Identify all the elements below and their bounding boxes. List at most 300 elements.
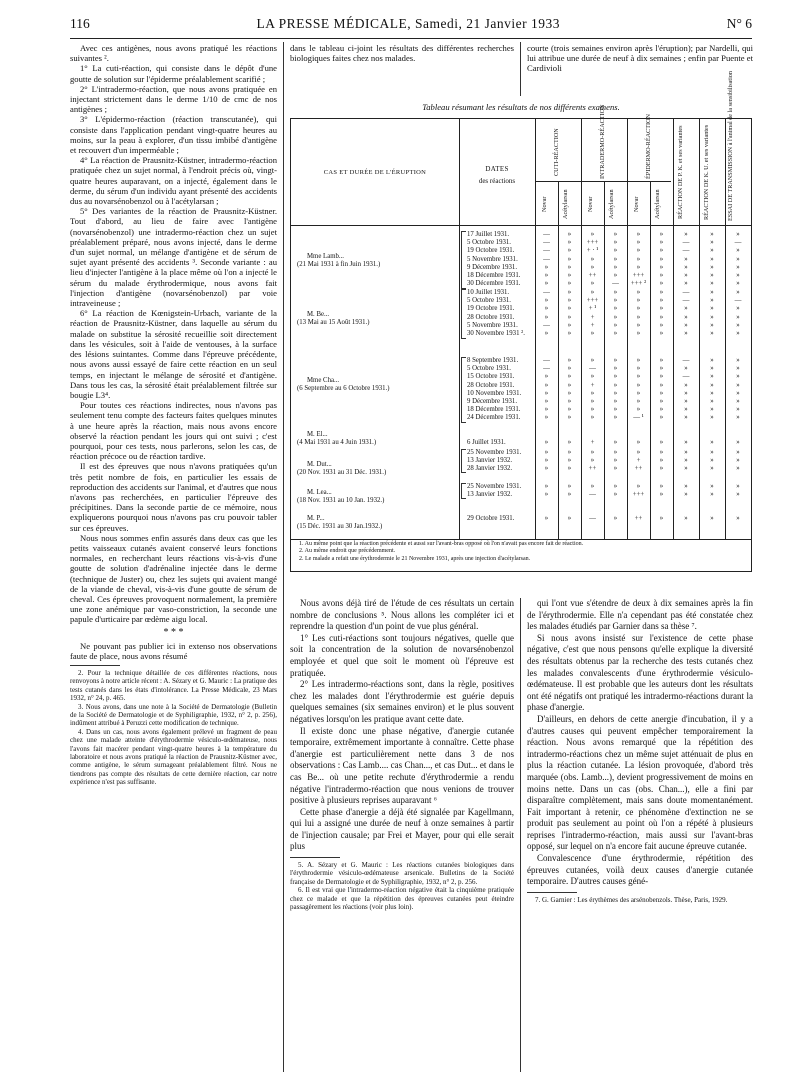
table-group-rule	[535, 181, 671, 182]
result-cell: »	[613, 389, 618, 397]
result-cell: »	[710, 457, 714, 465]
result-cell: »	[613, 491, 618, 499]
result-cell: »	[710, 389, 714, 397]
paragraph: Avec ces antigènes, nous avons pratiqué les réactions suivantes ².	[70, 43, 277, 64]
header-transmission: ESSAI DE TRANSMISSION à l'animal de la sensibilisation	[727, 70, 734, 221]
column-divider	[520, 42, 521, 96]
date-cell: 5 Octobre 1931.	[467, 297, 511, 305]
result-cell: ++	[588, 465, 597, 473]
date-cell: 15 Octobre 1931.	[467, 373, 515, 381]
result-cell: —	[682, 239, 690, 247]
issue-number: N° 6	[726, 16, 752, 31]
result-cell: »	[636, 381, 641, 389]
result-cell: »	[567, 247, 572, 255]
result-cell: »	[710, 272, 714, 279]
result-cell: »	[590, 373, 595, 381]
result-cell: »	[659, 398, 664, 405]
top-middle-text	[290, 43, 514, 63]
result-cell: »	[613, 330, 618, 337]
group-bracket	[461, 231, 466, 289]
result-cell: »	[636, 357, 641, 364]
result-cell: »	[544, 515, 549, 522]
result-cell: +++	[586, 239, 599, 247]
result-cell: »	[736, 272, 740, 279]
result-cell: »	[544, 398, 549, 405]
header-cuti: CUTI-RÉACTION	[553, 128, 560, 176]
result-cell: —	[543, 321, 550, 329]
result-cell: »	[567, 239, 572, 247]
table-header-rule	[291, 225, 751, 226]
result-cell: »	[684, 231, 688, 238]
patient-entry: Mme Lamb... (21 Mai 1931 à fin Juin 1931.)	[297, 253, 381, 268]
result-cell: »	[613, 483, 618, 490]
date-cell: 29 Octobre 1931.	[467, 515, 515, 522]
footnote-rule	[70, 665, 120, 666]
result-cell: »	[636, 313, 641, 321]
patient-entry: M. Lea... (18 Nov. 1931 au 10 Jan. 1932.)	[297, 489, 385, 504]
result-cell: »	[544, 272, 549, 279]
result-cell: »	[544, 330, 549, 337]
result-cell: —	[543, 255, 550, 263]
header-patient: CAS ET DURÉE DE L'ÉRUPTION	[323, 169, 427, 176]
result-cell: »	[567, 483, 572, 490]
paragraph: dans le tableau ci-joint les résultats des différentes recherches biologiques faites chez nos malades.	[290, 43, 514, 64]
result-cell: »	[567, 263, 572, 271]
result-cell: »	[590, 414, 595, 422]
result-cell: »	[613, 357, 618, 364]
result-cell: »	[636, 255, 641, 263]
result-cell: »	[636, 373, 641, 381]
result-cell: »	[567, 272, 572, 279]
result-cell: »	[613, 313, 618, 321]
result-cell: +++	[632, 272, 645, 279]
result-cell: »	[684, 255, 688, 263]
paragraph: Nous nous sommes enfin assurés dans deux cas que les petits vaisseaux cutanés avaient conservé leurs fonctions normales, en recherchant leurs réactions vis-à-vis d'une goutte de solution d'adrénaline injectée dans le derme (technique de Juster) ou, chez les sujets qui avaient mangé de la viande de cheval, vis-à-vis d'une goutte de sérum de cheval. Ces épreuves provoquent normalement, la première une zone anémique par vaso-constriction, la seconde une papule d'urticaire par œdème aigu local.	[70, 532, 277, 625]
result-cell: »	[567, 289, 572, 296]
group-bracket	[461, 289, 466, 339]
result-cell: —	[543, 231, 550, 238]
footnote-rule	[290, 857, 340, 858]
right-column	[527, 598, 753, 904]
date-cell: 25 Novembre 1931.	[467, 483, 522, 490]
table-notes-rule	[291, 539, 751, 540]
paragraph: Convalescence d'une érythrodermie, répétition des épreuves cutanées, voilà deux causes d'anergie cutanée temporaire. D'autres causes géné-	[527, 853, 753, 887]
paragraph: 4° La réaction de Prausnitz-Küstner, intradermo-réaction pratiquée chez un sujet normal, à l'endroit précis où, vingt-quatre heures auparavant, on a injecté, également dans le derme, du sérum d'un individu ayant présenté des accidents dus au novarsénobenzol ou à l'acétylarsan ;	[70, 155, 277, 207]
result-cell: »	[636, 365, 641, 373]
result-cell: »	[710, 515, 714, 522]
date-cell: 24 Décembre 1931.	[467, 414, 521, 422]
result-cell: —	[682, 289, 690, 296]
result-cell: »	[659, 272, 664, 279]
result-cell: »	[613, 305, 618, 313]
result-cell: + ¹	[588, 305, 597, 313]
result-cell: »	[567, 297, 572, 305]
result-cell: »	[736, 414, 740, 422]
section-separator: * * *	[163, 626, 184, 638]
result-cell: »	[710, 365, 714, 373]
result-cell: »	[613, 515, 618, 522]
paragraph: 5° Des variantes de la réaction de Prausnitz-Küstner. Tout d'abord, au lieu de faire avec l'antigène (novarsénobenzol) une intradermo-réaction chez un sujet préalablement préparé, nous avons injecté, dans le derme d'un sujet normal, un mélange d'antigène et de sérum de sujet ayant présenté des accidents ³. Seconde variante : au lieu d'injecter l'antigène à la place même où l'on a injecté le sérum du malade érythrodermique, nous avons fait l'injection d'antigène (novarsénobenzol) par voie intraveineuse ;	[70, 206, 277, 309]
result-cell: »	[659, 515, 664, 522]
result-cell: »	[613, 272, 618, 279]
result-cell: »	[590, 406, 595, 414]
result-cell: »	[544, 381, 549, 389]
result-cell: »	[684, 313, 688, 321]
date-cell: 17 Juillet 1931.	[467, 231, 510, 238]
header-ku: RÉACTION DE K. U. et ses variantes	[703, 124, 710, 220]
result-cell: »	[710, 439, 714, 446]
result-cell: »	[659, 373, 664, 381]
result-cell: »	[567, 357, 572, 364]
result-cell: »	[613, 231, 618, 238]
result-cell: »	[567, 515, 572, 522]
footnotes	[527, 896, 753, 904]
result-cell: »	[659, 263, 664, 271]
date-cell: 25 Novembre 1931.	[467, 449, 522, 456]
result-cell: »	[567, 389, 572, 397]
result-cell: »	[636, 389, 641, 397]
result-cell: »	[736, 449, 740, 456]
result-cell: +++ ²	[630, 280, 647, 288]
result-cell: »	[659, 321, 664, 329]
result-cell: »	[736, 321, 740, 329]
date-cell: 9 Décembre 1931.	[467, 398, 518, 405]
result-cell: »	[736, 330, 740, 337]
result-cell: —	[543, 247, 550, 255]
result-cell: »	[567, 373, 572, 381]
result-cell: »	[684, 398, 688, 405]
result-cell: »	[567, 381, 572, 389]
date-cell: 5 Octobre 1931.	[467, 365, 511, 373]
column-divider	[283, 42, 284, 1072]
result-cell: —	[543, 365, 550, 373]
result-cell: »	[736, 491, 740, 499]
result-cell: —	[589, 365, 596, 373]
result-cell: »	[613, 373, 618, 381]
result-cell: »	[567, 439, 572, 446]
result-cell: »	[659, 483, 664, 490]
result-cell: »	[544, 263, 549, 271]
group-bracket	[461, 357, 466, 423]
result-cell: »	[636, 449, 641, 456]
result-cell: »	[636, 263, 641, 271]
patient-entry: M. P... (15 Déc. 1931 au 30 Jan.1932.)	[297, 515, 383, 530]
paragraph: Cette phase d'anergie a déjà été signalée par Kagellmann, qui lui a assigné une durée de neuf à onze semaines à partir de l'injection causale; par Frei et Mayer, pour qui elle serait plus	[290, 806, 514, 852]
result-cell: »	[590, 389, 595, 397]
header-epi-acet: Acétylarsan	[654, 189, 661, 219]
result-cell: »	[736, 515, 740, 522]
result-cell: »	[590, 280, 595, 288]
date-cell: 5 Octobre 1931.	[467, 239, 511, 247]
patient-entry: M. Be... (13 Mai au 15 Août 1931.)	[297, 311, 370, 326]
result-cell: »	[659, 289, 664, 296]
result-cell: »	[736, 313, 740, 321]
result-cell: ++	[634, 515, 643, 522]
result-cell: »	[636, 305, 641, 313]
result-cell: »	[684, 406, 688, 414]
footnote: 5. A. Sézary et G. Mauric : Les réactions cutanées biologiques dans l'érythrodermie vésiculo-œdémateuse arsenicale. Bulletins de la Société française de Dermatologie et de Syphiligraphie, 1932, n° 2, p. 256.	[290, 861, 514, 886]
result-cell: »	[736, 289, 740, 296]
result-cell: »	[659, 239, 664, 247]
paragraph: Pour toutes ces réactions indirectes, nous n'avons pas seulement tenu compte des facteurs faites quelques minutes à une heure après la réaction, mais nous avons encore observé la réaction pendant les jours qui ont suivi ; c'est pourquoi, pour ces tests, nous parlerons, selon les cas, de réaction précoce ou de réaction tardive.	[70, 400, 277, 462]
result-cell: »	[684, 457, 688, 465]
date-cell: 28 Octobre 1931.	[467, 313, 515, 321]
date-cell: 10 Novembre 1931.	[467, 389, 522, 397]
result-cell: +	[590, 381, 595, 389]
result-cell: »	[567, 365, 572, 373]
column-divider	[520, 598, 521, 1072]
result-cell: »	[636, 247, 641, 255]
result-cell: »	[590, 449, 595, 456]
result-cell: »	[710, 357, 714, 364]
result-cell: »	[710, 330, 714, 337]
result-cell: »	[544, 483, 549, 490]
result-cell: »	[684, 381, 688, 389]
result-cell: »	[710, 449, 714, 456]
result-cell: »	[710, 465, 714, 473]
result-cell: »	[544, 439, 549, 446]
result-cell: »	[590, 330, 595, 337]
footnote: 2. Pour la technique détaillée de ces différentes réactions, nous renvoyons à notre article récent : A. Sézary et G. Mauric : La pratique des tests cutanés dans les états d'intolérance. La Presse Médicale, 23 Mars 1932, n° 24, p. 465.	[70, 668, 277, 703]
result-cell: +	[590, 313, 595, 321]
result-cell: +++	[632, 491, 645, 499]
result-cell: »	[710, 321, 714, 329]
result-cell: »	[544, 449, 549, 456]
header-dates: DATES	[485, 165, 509, 173]
result-cell: +	[636, 457, 641, 465]
top-right-text	[527, 43, 753, 74]
result-cell: »	[710, 483, 714, 490]
journal-title: LA PRESSE MÉDICALE, Samedi, 21 Janvier 1933	[256, 16, 560, 31]
header-dates-sub: des réactions	[478, 177, 516, 185]
result-cell: »	[636, 297, 641, 305]
header-epi-novar: Novar	[633, 196, 640, 212]
result-cell: »	[684, 272, 688, 279]
result-cell: »	[613, 465, 618, 473]
result-cell: »	[659, 381, 664, 389]
result-cell: »	[684, 263, 688, 271]
result-cell: »	[736, 365, 740, 373]
result-cell: »	[710, 247, 714, 255]
date-cell: 30 Décembre 1931.	[467, 280, 521, 288]
result-cell: »	[567, 449, 572, 456]
result-cell: »	[736, 357, 740, 364]
result-cell: »	[659, 357, 664, 364]
result-cell: »	[684, 439, 688, 446]
result-cell: —	[589, 515, 596, 522]
result-cell: »	[636, 398, 641, 405]
paragraph: Nous avons déjà tiré de l'étude de ces résultats un certain nombre de conclusions ⁵. Nous allons les compléter ici et reprendre la question d'un point de vue plus général.	[290, 598, 514, 632]
result-cell: »	[684, 330, 688, 337]
result-cell: »	[710, 289, 714, 296]
table-notes	[299, 541, 743, 563]
result-cell: »	[544, 280, 549, 288]
date-cell: 9 Décembre 1931.	[467, 263, 518, 271]
paragraph: Il existe donc une phase négative, d'anergie cutanée temporaire, extrêmement importante à connaître. Cette phase d'anergie est particulièrement nette dans 3 de nos observations : Cas Lamb.... cas Chan..., et cas Dut... et dans le cas Be... où une petite rechute d'érythrodermie a rendu négative l'intradermo-réaction que nous venions de trouver positive à plusieurs reprises auparavant ⁶	[290, 725, 514, 806]
header-intradermo: INTRADERMO-RÉACTION	[599, 104, 606, 179]
result-cell: »	[659, 305, 664, 313]
result-cell: »	[736, 398, 740, 405]
result-cell: »	[567, 305, 572, 313]
date-cell: 30 Novembre 1931 ².	[467, 330, 525, 337]
header-intra-novar: Novar	[587, 196, 594, 212]
result-cell: »	[636, 231, 641, 238]
result-cell: »	[710, 280, 714, 288]
result-cell: »	[567, 414, 572, 422]
paragraph: 3° L'épidermo-réaction (réaction transcutanée), qui consiste dans l'application pendant vingt-quatre heures au moins, sur la peau à explorer, d'un tissu imbibé d'antigène et recouvert d'un imperméable ;	[70, 114, 277, 156]
result-cell: »	[659, 465, 664, 473]
result-cell: »	[659, 406, 664, 414]
result-cell: »	[544, 313, 549, 321]
result-cell: —	[682, 373, 690, 381]
date-cell: 18 Décembre 1931.	[467, 272, 521, 279]
result-cell: »	[659, 414, 664, 422]
result-cell: + · ¹	[586, 247, 599, 255]
result-cell: »	[684, 280, 688, 288]
table-note: 1. Au même point que la réaction précédente et aussi sur l'avant-bras opposé où l'on n'avait pas encore fait de réaction.	[299, 541, 584, 547]
paragraph: D'ailleurs, en dehors de cette anergie d'incubation, il y a d'autres causes qui peuvent empêcher temporairement la réaction. Nous avons remarqué que la répétition des intradermo-réactions chez un même sujet atténuait de plus en plus la réaction cutanée. La lésion provoquée, d'abord très marquée (obs. Lamb...), devient progressivement de moins en moins nette. Dans un cas (obs. Chan...), elle a fini par disparaître complètement, mais sans doute momentanément. Fait important à retenir, ce phénomène d'extinction ne se produit pas seulement au point où l'on a répété à plusieurs reprises l'intradermo-réaction, mais aussi sur l'avant-bras opposé, sur lequel on n'a encore fait aucune épreuve cutanée.	[527, 713, 753, 852]
result-cell: »	[613, 289, 618, 296]
result-cell: »	[613, 239, 618, 247]
result-cell: »	[684, 414, 688, 422]
result-cell: »	[684, 491, 688, 499]
paragraph: 6° La réaction de Kœnigstein-Urbach, variante de la réaction de Prausnitz-Küstner, dans laquelle au sérum du malade on substitue la sérosité recueillie soit directement dans les vésicules, soit à l'aide de ventouses, à la surface des lésions suintantes. Comme dans l'épreuve précédente, nous avons aussi essayé de faire cette réaction en un seul temps, en injectant le mélange de sérosité et d'antigène. Dans tous les cas, la sérosité était préalablement filtrée sur bougie L3⁴.	[70, 308, 277, 400]
result-cell: »	[567, 406, 572, 414]
result-cell: »	[736, 255, 740, 263]
table-caption: Tableau résumant les résultats de nos différents examens.	[422, 102, 620, 112]
result-cell: »	[736, 483, 740, 490]
result-cell: »	[710, 398, 714, 405]
footnote-rule	[527, 892, 577, 893]
middle-column	[290, 598, 514, 912]
result-cell: »	[636, 289, 641, 296]
result-cell: »	[544, 389, 549, 397]
result-cell: »	[567, 398, 572, 405]
patient-entry: M. Dut... (20 Nov. 1931 au 31 Déc. 1931.)	[297, 461, 387, 476]
result-cell: »	[613, 247, 618, 255]
result-cell: »	[590, 255, 595, 263]
result-cell: »	[736, 263, 740, 271]
result-cell: »	[659, 255, 664, 263]
result-cell: »	[659, 280, 664, 288]
result-cell: »	[613, 297, 618, 305]
result-cell: »	[567, 465, 572, 473]
result-cell: »	[613, 457, 618, 465]
result-cell: »	[710, 406, 714, 414]
result-cell: »	[590, 263, 595, 271]
date-cell: 19 Octobre 1931.	[467, 305, 515, 313]
result-cell: »	[544, 465, 549, 473]
result-cell: —	[612, 280, 619, 288]
date-cell: 28 Octobre 1931.	[467, 381, 515, 389]
result-cell: »	[736, 457, 740, 465]
result-cell: »	[659, 330, 664, 337]
header-pk: RÉACTION DE P. K. et ses variantes	[677, 125, 684, 219]
group-bracket	[461, 483, 466, 499]
result-cell: »	[736, 439, 740, 446]
result-cell: »	[736, 231, 740, 238]
result-cell: ++	[634, 465, 643, 473]
result-cell: »	[710, 297, 714, 305]
header-cuti-acet: Acétylarsan	[562, 189, 569, 219]
result-cell: +	[590, 439, 595, 446]
result-cell: »	[684, 449, 688, 456]
footnote: 7. G. Garnier : Les érythèmes des arsénobenzols. Thèse, Paris, 1929.	[535, 895, 728, 904]
result-cell: —	[543, 357, 550, 364]
result-cell: »	[590, 457, 595, 465]
result-cell: »	[567, 231, 572, 238]
paragraph: qui l'ont vue s'étendre de deux à dix semaines après la fin de l'érythrodermie. Elle n'a cependant pas été constatée chez les malades étudiés par Garnier dans sa thèse ⁷.	[527, 598, 753, 632]
patient-entry: Mme Cha... (6 Septembre au 6 Octobre 1931.)	[297, 377, 390, 392]
result-cell: »	[684, 465, 688, 473]
result-cell: »	[684, 483, 688, 490]
result-cell: »	[613, 406, 618, 414]
footnote: 6. Il est vrai que l'intradermo-réaction négative était la cinquième pratiquée chez ce malade et que la répétition des épreuves cutanées peut éteindre passagèrement les réactions (voir plus loin).	[290, 886, 514, 912]
result-cell: —	[734, 239, 742, 247]
result-cell: »	[590, 483, 595, 490]
result-cell: »	[684, 305, 688, 313]
result-cell: »	[613, 381, 618, 389]
result-cell: »	[710, 231, 714, 238]
result-cell: —	[734, 297, 742, 305]
date-cell: 5 Novembre 1931.	[467, 255, 518, 263]
result-cell: »	[567, 457, 572, 465]
result-cell: »	[710, 373, 714, 381]
footnotes	[70, 669, 277, 787]
header-epidermo: ÉPIDERMO-RÉACTION	[645, 114, 652, 179]
result-cell: »	[710, 255, 714, 263]
result-cell: »	[736, 465, 740, 473]
date-cell: 10 Juillet 1931.	[467, 289, 510, 296]
result-cell: »	[736, 305, 740, 313]
date-cell: 5 Novembre 1931.	[467, 321, 518, 329]
result-cell: »	[567, 491, 572, 499]
result-cell: »	[567, 280, 572, 288]
patient-entry: M. El... (4 Mai 1931 au 4 Juin 1931.)	[297, 431, 377, 446]
result-cell: »	[544, 491, 549, 499]
page-header	[70, 16, 752, 39]
result-cell: »	[736, 247, 740, 255]
result-cell: »	[567, 313, 572, 321]
paragraph: Si nous avons insisté sur l'existence de cette phase négative, c'est que nous pensons qu'elle explique la diversité des résultats obtenus par la recherche des tests cutanés chez les malades convalescents d'une érythrodermie vésiculo-œdémateuse. Il est probable que les auteurs dont les résultats ont été négatifs ont pratiqué les intradermo-réactions durant la phase d'anergie.	[527, 632, 753, 713]
date-cell: 28 Janvier 1932.	[467, 465, 513, 473]
result-cell: »	[544, 373, 549, 381]
date-cell: 13 Janvier 1932.	[467, 491, 513, 499]
left-column	[70, 43, 277, 787]
result-cell: »	[613, 255, 618, 263]
result-cell: »	[659, 389, 664, 397]
result-cell: »	[659, 457, 664, 465]
result-cell: ++	[588, 272, 597, 279]
result-cell: —	[543, 289, 550, 296]
result-cell: »	[684, 365, 688, 373]
result-cell: »	[736, 381, 740, 389]
result-cell: +++	[586, 297, 599, 305]
result-cell: »	[684, 515, 688, 522]
result-cell: »	[710, 381, 714, 389]
result-cell: +	[590, 321, 595, 329]
result-cell: »	[710, 313, 714, 321]
result-cell: »	[613, 321, 618, 329]
result-cell: »	[659, 231, 664, 238]
header-cuti-novar: Novar	[541, 196, 548, 212]
result-cell: »	[710, 414, 714, 422]
result-cell: »	[659, 365, 664, 373]
result-cell: »	[659, 439, 664, 446]
page-number: 116	[70, 16, 90, 31]
footnote: 4. Dans un cas, nous avons également prélevé un fragment de peau chez une malade atteinte d'érythrodermie vésiculo-œdémateuse, nous l'avons fait macérer pendant vingt-quatre heures à la température du laboratoire et nous avons pratiqué la réaction de Prausnitz-Küstner avec, comme antigène, le sérum surnageant préalablement filtré. Nous ne tiendrons pas compte des résultats de cette dernière réaction, car notre expérience n'est pas suffisante.	[70, 727, 277, 787]
result-cell: »	[567, 330, 572, 337]
